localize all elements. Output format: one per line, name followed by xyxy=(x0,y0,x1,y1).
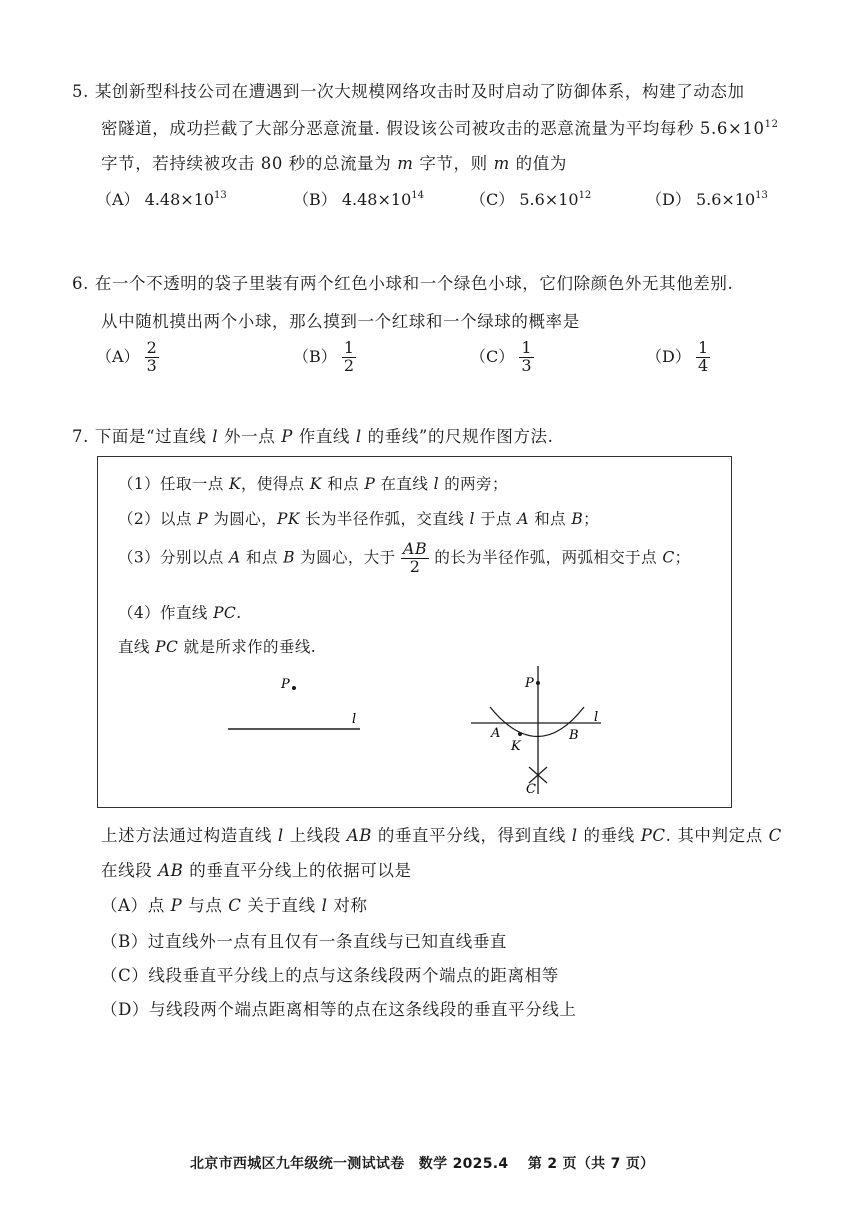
point-k xyxy=(518,732,522,736)
page-footer: 北京市西城区九年级统一测试试卷 数学 2025.4 第 2 页（共 7 页） xyxy=(190,1156,655,1172)
question-5-line-2: 密隧道，成功拦截了大部分恶意流量. 假设该公司被攻击的恶意流量为平均每秒 $5.6\times 10^{12}$ xyxy=(101,119,779,138)
point-k-label: K xyxy=(511,739,521,754)
q6-option-a[interactable]: （A） $\frac{2}{3}$ xyxy=(96,338,157,375)
q7-option-a[interactable]: （A）点 P 与点 C 关于直线 l 对称 xyxy=(101,896,368,915)
q5-option-b[interactable]: （B） $4.48\times 10^{14}$ xyxy=(293,190,424,209)
figure-construction xyxy=(463,663,623,798)
fraction: $\frac{1}{3}$ xyxy=(521,338,532,375)
line-l-label: l xyxy=(594,710,599,725)
point-p xyxy=(292,686,296,690)
q7-option-d[interactable]: （D）与线段两个端点距离相等的点在这条线段的垂直平分线上 xyxy=(101,1000,577,1019)
fraction: $\frac{1}{2}$ xyxy=(343,338,355,375)
construction-method-box xyxy=(97,456,732,808)
step-2: （2）以点 P 为圆心，PK 长为半径作弧，交直线 l 于点 A 和点 B； xyxy=(118,510,600,528)
point-p xyxy=(536,681,540,685)
q6-option-d[interactable]: （D） $\frac{1}{4}$ xyxy=(646,338,709,375)
fraction-ab-over-2: $\frac{AB}{2}$ xyxy=(402,539,428,576)
q5-option-d[interactable]: （D） $5.6\times 10^{13}$ xyxy=(646,190,768,209)
q6-option-b[interactable]: （B） $\frac{1}{2}$ xyxy=(293,338,355,375)
conclusion: 直线 PC 就是所求作的垂线. xyxy=(118,638,317,656)
step-1: （1）任取一点 K，使得点 K 和点 P 在直线 l 的两旁； xyxy=(118,475,508,493)
q5-option-a[interactable]: （A） $4.48\times 10^{13}$ xyxy=(96,190,227,209)
point-p-label: P xyxy=(525,676,534,691)
q7-option-c[interactable]: （C）线段垂直平分线上的点与这条线段两个端点的距离相等 xyxy=(101,966,559,985)
question-6-number: 6. xyxy=(72,274,89,293)
q6-option-c[interactable]: （C） $\frac{1}{3}$ xyxy=(470,338,532,375)
figure-given xyxy=(218,667,378,747)
step-4: （4）作直线 PC. xyxy=(118,604,242,622)
question-5-number: 5. xyxy=(72,82,89,101)
point-c-label: C xyxy=(526,782,536,797)
fraction: $\frac{2}{3}$ xyxy=(146,338,157,375)
question-7-intro: 7. 下面是“过直线 l 外一点 P 作直线 l 的垂线”的尺规作图方法. xyxy=(72,427,554,446)
question-7-after-line-1: 上述方法通过构造直线 l 上线段 AB 的垂直平分线，得到直线 l 的垂线 PC. 其中判定点 C xyxy=(101,826,782,845)
question-6-line-2: 从中随机摸出两个小球，那么摸到一个红球和一个绿球的概率是 xyxy=(101,312,580,331)
question-5-line-1: 5. 某创新型科技公司在遭遇到一次大规模网络攻击时及时启动了防御体系，构建了动态加 xyxy=(72,82,745,101)
fraction: $\frac{1}{4}$ xyxy=(697,338,709,375)
q7-option-b[interactable]: （B）过直线外一点有且仅有一条直线与已知直线垂直 xyxy=(101,932,508,951)
question-6-line-1: 6. 在一个不透明的袋子里装有两个红色小球和一个绿色小球，它们除颜色外无其他差别. xyxy=(72,274,734,293)
point-p-label: P xyxy=(281,677,290,692)
question-7-number: 7. xyxy=(72,427,89,446)
point-b-label: B xyxy=(569,728,579,743)
question-5-line-3: 字节，若持续被攻击 80 秒的总流量为 m 字节，则 m 的值为 xyxy=(101,154,567,173)
step-3: （3）分别以点 A 和点 B 为圆心，大于 $\frac{AB}{2}$ 的长为半径作弧，两弧相交于点 C； xyxy=(118,539,691,576)
point-a-label: A xyxy=(491,726,501,741)
question-7-after-line-2: 在线段 AB 的垂直平分线上的依据可以是 xyxy=(101,861,412,880)
line-l-label: l xyxy=(352,712,357,727)
q5-option-c[interactable]: （C） $5.6\times 10^{12}$ xyxy=(470,190,592,209)
